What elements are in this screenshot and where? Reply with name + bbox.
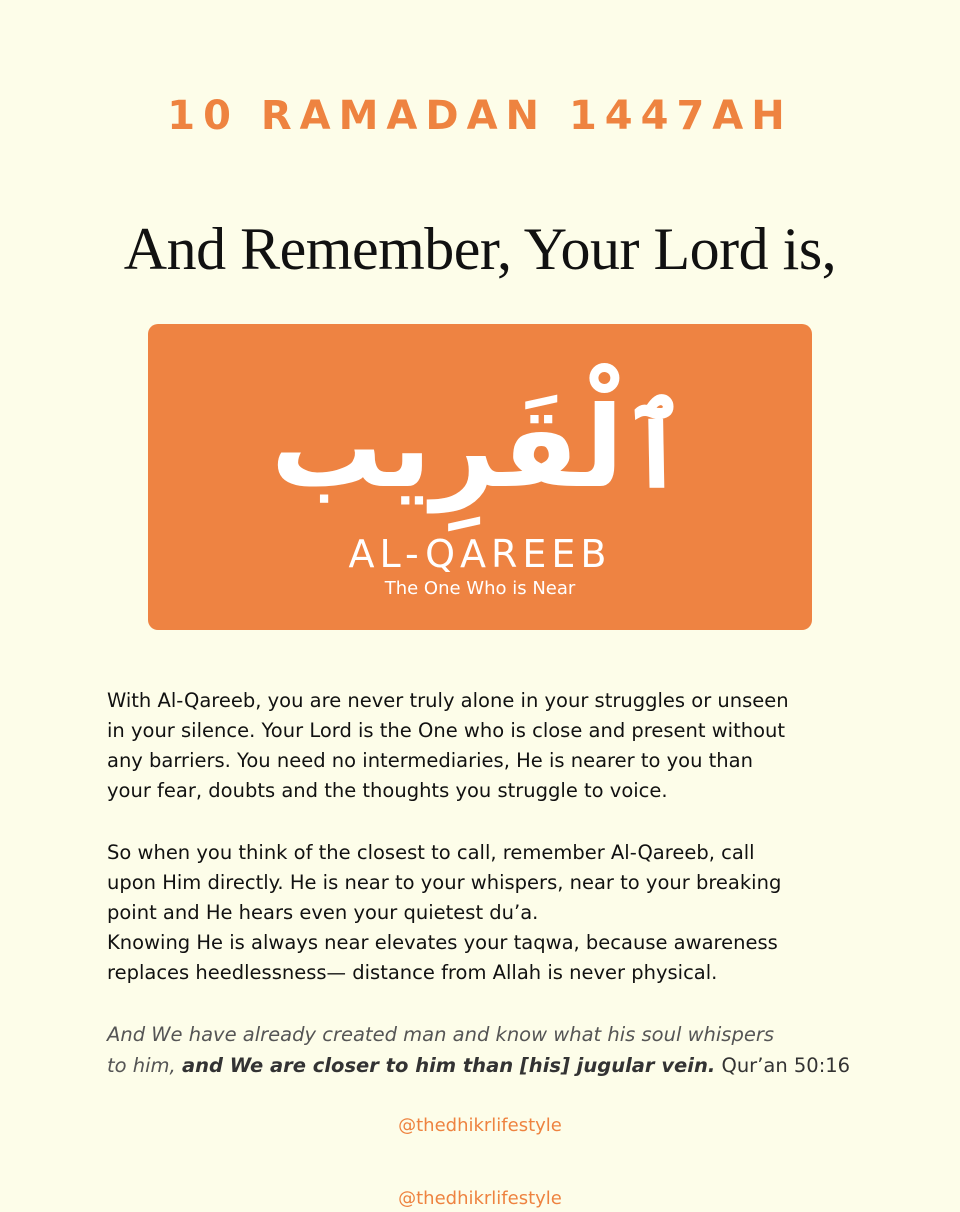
- arabic-name: ٱلْقَرِيب: [270, 383, 690, 513]
- reflection-paragraph-1: [107, 686, 857, 806]
- text-line: upon Him directly. He is near to your whispers, near to your breaking: [107, 871, 782, 894]
- date-heading: 10 RAMADAN 1447AH: [167, 93, 793, 139]
- text-line: So when you think of the closest to call, remember Al-Qareeb, call: [107, 841, 755, 864]
- text-line: Knowing He is always near elevates your taqwa, because awareness: [107, 931, 778, 954]
- quote-emphasis: and We are closer to him than [his] jugular vein.: [181, 1054, 716, 1077]
- social-handle-repeat[interactable]: @thedhikrlifestyle: [398, 1188, 562, 1209]
- text-line: point and He hears even your quietest du’a.: [107, 901, 539, 924]
- text-line: in your silence. Your Lord is the One who is close and present without: [107, 719, 786, 742]
- text-line: replaces heedlessness— distance from Allah is never physical.: [107, 961, 718, 984]
- transliterated-name: AL-QAREEB: [348, 532, 612, 576]
- quote-line-2-start: to him,: [107, 1054, 182, 1077]
- quote-reference: Qur’an 50:16: [715, 1054, 851, 1077]
- text-line: any barriers. You need no intermediaries, He is nearer to you than: [107, 749, 753, 772]
- text-line: your fear, doubts and the thoughts you struggle to voice.: [107, 779, 668, 802]
- quran-quote: [107, 1019, 857, 1081]
- text-line: With Al-Qareeb, you are never truly alone in your struggles or unseen: [107, 689, 789, 712]
- name-meaning: The One Who is Near: [384, 578, 576, 599]
- divine-name-card: [148, 324, 812, 630]
- page-title: And Remember, Your Lord is,: [123, 216, 837, 282]
- quote-line-1: And We have already created man and know what his soul whispers: [107, 1023, 774, 1046]
- social-handle[interactable]: @thedhikrlifestyle: [398, 1115, 562, 1136]
- reflection-paragraph-2: [107, 838, 857, 988]
